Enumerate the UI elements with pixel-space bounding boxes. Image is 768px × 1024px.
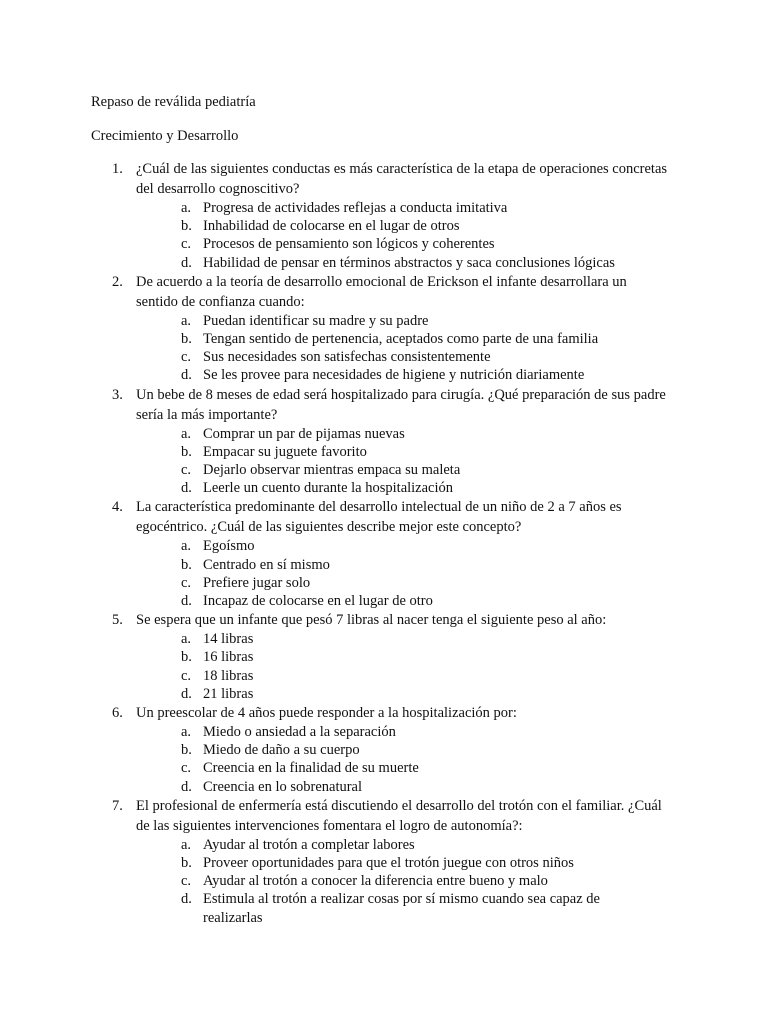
option-item xyxy=(136,217,668,235)
option-text: Tengan sentido de pertenencia, aceptados como parte de una familia xyxy=(203,331,599,348)
option-text: Dejarlo observar mientras empaca su maleta xyxy=(203,462,461,479)
option-letter: a. xyxy=(181,631,192,648)
option-letter: c. xyxy=(181,574,192,591)
question-number: 7. xyxy=(112,797,123,814)
option-item xyxy=(136,443,668,461)
option-letter: b. xyxy=(181,649,192,666)
option-item xyxy=(136,667,668,685)
question-item xyxy=(0,272,768,385)
question-number: 4. xyxy=(112,499,123,516)
option-item xyxy=(136,872,668,890)
option-letter: a. xyxy=(181,724,192,741)
option-text: Creencia en la finalidad de su muerte xyxy=(203,760,419,777)
option-letter: c. xyxy=(181,760,192,777)
question-list xyxy=(0,159,768,927)
option-letter: d. xyxy=(181,367,192,384)
option-text: Egoísmo xyxy=(203,538,255,555)
option-item xyxy=(136,854,668,872)
option-letter: a. xyxy=(181,836,192,853)
question-item xyxy=(0,385,768,498)
option-item xyxy=(136,741,668,759)
question-number: 6. xyxy=(112,705,123,722)
question-item xyxy=(0,497,768,610)
option-item xyxy=(136,592,668,610)
option-letter: d. xyxy=(181,891,192,908)
option-list xyxy=(136,199,668,272)
question-number: 3. xyxy=(112,386,123,403)
option-item xyxy=(136,461,668,479)
option-item xyxy=(136,254,668,272)
option-text: 21 libras xyxy=(203,685,254,702)
option-text: Ayudar al trotón a completar labores xyxy=(203,836,415,853)
option-letter: d. xyxy=(181,254,192,271)
option-list xyxy=(136,425,668,498)
option-text: Prefiere jugar solo xyxy=(203,574,311,591)
option-letter: a. xyxy=(181,538,192,555)
section-heading: Crecimiento y Desarrollo xyxy=(91,128,239,144)
option-text: Progresa de actividades reflejas a conducta imitativa xyxy=(203,200,508,216)
option-list xyxy=(136,537,668,610)
option-text: Centrado en sí mismo xyxy=(203,556,330,573)
question-text: De acuerdo a la teoría de desarrollo emocional de Erickson el infante desarrollara un sentido de confianza cuando: xyxy=(136,273,627,310)
question-text: Se espera que un infante que pesó 7 libras al nacer tenga el siguiente peso al año: xyxy=(136,612,607,629)
option-item xyxy=(136,235,668,253)
option-letter: b. xyxy=(181,218,192,235)
option-text: Miedo o ansiedad a la separación xyxy=(203,724,396,741)
option-text: Puedan identificar su madre y su padre xyxy=(203,312,429,329)
question-text: Un preescolar de 4 años puede responder a la hospitalización por: xyxy=(136,705,517,722)
question-text: ¿Cuál de las siguientes conductas es más característica de la etapa de operaciones concretas del desarrollo cognoscitivo? xyxy=(136,161,668,197)
question-text: El profesional de enfermería está discutiendo el desarrollo del trotón con el familiar. ¿Cuál de las siguientes intervenciones fomentara el logro de autonomía?: xyxy=(136,797,662,834)
option-item xyxy=(136,759,668,777)
option-text: Se les provee para necesidades de higiene y nutrición diariamente xyxy=(203,367,585,384)
option-letter: c. xyxy=(181,667,192,684)
option-text: Inhabilidad de colocarse en el lugar de otros xyxy=(203,218,460,235)
option-item xyxy=(136,425,668,443)
option-text: 18 libras xyxy=(203,667,254,684)
option-text: 14 libras xyxy=(203,631,254,648)
option-text: Miedo de daño a su cuerpo xyxy=(203,742,360,759)
option-item xyxy=(136,479,668,497)
option-item xyxy=(136,836,668,854)
question-text: La característica predominante del desarrollo intelectual de un niño de 2 a 7 años es egocéntrico. ¿Cuál de las siguientes describe mejor este concepto? xyxy=(136,499,622,536)
question-text: Un bebe de 8 meses de edad será hospitalizado para cirugía. ¿Qué preparación de sus padre sería la más importante? xyxy=(136,386,666,423)
option-item xyxy=(136,556,668,574)
option-item xyxy=(136,648,668,666)
option-item xyxy=(136,630,668,648)
option-text: Comprar un par de pijamas nuevas xyxy=(203,425,405,442)
option-text: Estimula al trotón a realizar cosas por sí mismo cuando sea capaz de realizarlas xyxy=(203,891,600,926)
question-item xyxy=(0,703,768,796)
option-item xyxy=(136,890,668,926)
option-text: Empacar su juguete favorito xyxy=(203,443,367,460)
option-letter: c. xyxy=(181,349,192,366)
option-letter: b. xyxy=(181,742,192,759)
question-item xyxy=(0,610,768,703)
option-letter: a. xyxy=(181,200,192,216)
question-item xyxy=(0,796,768,927)
option-letter: d. xyxy=(181,480,192,497)
option-item xyxy=(136,778,668,796)
option-letter: d. xyxy=(181,593,192,610)
question-number: 2. xyxy=(112,273,123,290)
option-letter: b. xyxy=(181,556,192,573)
option-letter: a. xyxy=(181,425,192,442)
option-letter: d. xyxy=(181,685,192,702)
document-title: Repaso de reválida pediatría xyxy=(91,94,256,110)
option-letter: c. xyxy=(181,236,192,253)
option-text: Ayudar al trotón a conocer la diferencia entre bueno y malo xyxy=(203,873,548,890)
option-letter: c. xyxy=(181,873,192,890)
option-text: Leerle un cuento durante la hospitalización xyxy=(203,480,454,497)
option-item xyxy=(136,537,668,555)
option-letter: b. xyxy=(181,855,192,872)
option-text: 16 libras xyxy=(203,649,254,666)
option-letter: b. xyxy=(181,443,192,460)
option-text: Incapaz de colocarse en el lugar de otro xyxy=(203,593,433,610)
option-item xyxy=(136,723,668,741)
option-list xyxy=(136,836,668,927)
option-item xyxy=(136,199,668,217)
option-letter: b. xyxy=(181,331,192,348)
option-item xyxy=(136,574,668,592)
option-item xyxy=(136,312,668,330)
option-text: Habilidad de pensar en términos abstractos y saca conclusiones lógicas xyxy=(203,254,615,271)
option-list xyxy=(136,312,668,385)
question-number: 5. xyxy=(112,612,123,629)
option-text: Procesos de pensamiento son lógicos y coherentes xyxy=(203,236,495,253)
option-item xyxy=(136,366,668,384)
option-text: Sus necesidades son satisfechas consistentemente xyxy=(203,349,491,366)
option-letter: a. xyxy=(181,312,192,329)
option-item xyxy=(136,330,668,348)
option-text: Proveer oportunidades para que el trotón juegue con otros niños xyxy=(203,855,574,872)
option-item xyxy=(136,685,668,703)
option-letter: c. xyxy=(181,462,192,479)
option-list xyxy=(136,630,668,703)
option-list xyxy=(136,723,668,796)
question-number: 1. xyxy=(112,161,123,177)
option-text: Creencia en lo sobrenatural xyxy=(203,778,363,795)
option-letter: d. xyxy=(181,778,192,795)
option-item xyxy=(136,348,668,366)
question-item xyxy=(0,159,768,272)
